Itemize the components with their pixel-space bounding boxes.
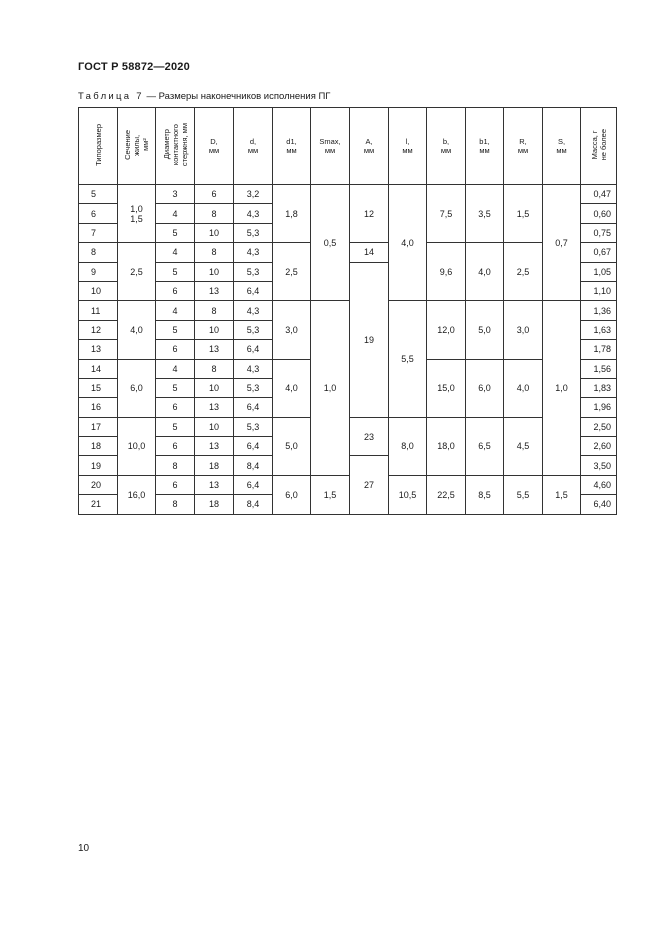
R-cell: 4,5 xyxy=(504,417,543,475)
A-cell: 19 xyxy=(350,262,389,417)
mass-cell: 1,83 xyxy=(581,378,617,397)
rod-cell: 5 xyxy=(156,320,195,339)
d-cell: 4,3 xyxy=(234,243,273,262)
R-cell: 4,0 xyxy=(504,359,543,417)
b-cell: 22,5 xyxy=(427,475,466,514)
mass-cell: 1,05 xyxy=(581,262,617,281)
A-cell: 12 xyxy=(350,185,389,243)
header-d: d, мм xyxy=(234,108,273,185)
D-cell: 13 xyxy=(195,475,234,494)
rod-cell: 8 xyxy=(156,456,195,475)
D-cell: 13 xyxy=(195,281,234,300)
rod-cell: 3 xyxy=(156,185,195,204)
header-section: Сечение жилы, мм² xyxy=(118,108,156,185)
header-l: l, мм xyxy=(389,108,427,185)
D-cell: 18 xyxy=(195,495,234,514)
d-cell: 6,4 xyxy=(234,475,273,494)
d-cell: 5,3 xyxy=(234,417,273,436)
table-caption xyxy=(78,91,330,102)
size-cell: 16 xyxy=(79,398,118,417)
rod-cell: 4 xyxy=(156,359,195,378)
R-cell: 5,5 xyxy=(504,475,543,514)
size-cell: 21 xyxy=(79,495,118,514)
table-row xyxy=(79,185,617,204)
header-size: Типоразмер xyxy=(79,108,118,185)
mass-cell: 1,56 xyxy=(581,359,617,378)
size-cell: 14 xyxy=(79,359,118,378)
header-A: A, мм xyxy=(350,108,389,185)
header-d1: d1, мм xyxy=(273,108,311,185)
rod-cell: 4 xyxy=(156,301,195,320)
b-cell: 12,0 xyxy=(427,301,466,359)
A-cell: 14 xyxy=(350,243,389,262)
page-number: 10 xyxy=(78,843,90,854)
section-cell: 2,5 xyxy=(118,243,156,301)
size-cell: 10 xyxy=(79,281,118,300)
mass-cell: 4,60 xyxy=(581,475,617,494)
rod-cell: 6 xyxy=(156,281,195,300)
table-header-row xyxy=(79,108,617,185)
d1-cell: 6,0 xyxy=(273,475,311,514)
d-cell: 5,3 xyxy=(234,378,273,397)
table-row xyxy=(79,301,617,320)
header-b: b, мм xyxy=(427,108,466,185)
section-cell: 4,0 xyxy=(118,301,156,359)
table-row xyxy=(79,475,617,494)
table-caption-text: — Размеры наконечников исполнения ПГ xyxy=(143,91,331,102)
D-cell: 8 xyxy=(195,204,234,223)
R-cell: 1,5 xyxy=(504,185,543,243)
header-rod-diameter: Диаметр контактного стержня, мм xyxy=(156,108,195,185)
A-cell: 27 xyxy=(350,456,389,514)
header-D: D, мм xyxy=(195,108,234,185)
rod-cell: 4 xyxy=(156,204,195,223)
d1-cell: 1,8 xyxy=(273,185,311,243)
mass-cell: 1,63 xyxy=(581,320,617,339)
D-cell: 10 xyxy=(195,320,234,339)
l-cell: 10,5 xyxy=(389,475,427,514)
l-cell: 8,0 xyxy=(389,417,427,475)
D-cell: 8 xyxy=(195,301,234,320)
S-cell: 1,0 xyxy=(543,301,581,476)
d-cell: 3,2 xyxy=(234,185,273,204)
b1-cell: 5,0 xyxy=(466,301,504,359)
D-cell: 13 xyxy=(195,398,234,417)
size-cell: 19 xyxy=(79,456,118,475)
smax-cell: 0,5 xyxy=(311,185,350,301)
b-cell: 9,6 xyxy=(427,243,466,301)
d-cell: 4,3 xyxy=(234,359,273,378)
size-cell: 17 xyxy=(79,417,118,436)
mass-cell: 6,40 xyxy=(581,495,617,514)
header-S: S, мм xyxy=(543,108,581,185)
d-cell: 4,3 xyxy=(234,301,273,320)
section-cell: 16,0 xyxy=(118,475,156,514)
D-cell: 13 xyxy=(195,340,234,359)
d-cell: 5,3 xyxy=(234,223,273,242)
b1-cell: 4,0 xyxy=(466,243,504,301)
rod-cell: 5 xyxy=(156,223,195,242)
S-cell: 1,5 xyxy=(543,475,581,514)
rod-cell: 8 xyxy=(156,495,195,514)
rod-cell: 5 xyxy=(156,417,195,436)
header-R: R, мм xyxy=(504,108,543,185)
d-cell: 6,4 xyxy=(234,281,273,300)
header-smax: Smax, мм xyxy=(311,108,350,185)
b1-cell: 6,5 xyxy=(466,417,504,475)
mass-cell: 0,60 xyxy=(581,204,617,223)
section-cell: 6,0 xyxy=(118,359,156,417)
b1-cell: 8,5 xyxy=(466,475,504,514)
D-cell: 10 xyxy=(195,378,234,397)
R-cell: 3,0 xyxy=(504,301,543,359)
header-mass: Масса, г не более xyxy=(581,108,617,185)
A-cell: 23 xyxy=(350,417,389,456)
mass-cell: 0,47 xyxy=(581,185,617,204)
R-cell: 2,5 xyxy=(504,243,543,301)
dimensions-table xyxy=(78,107,617,515)
size-cell: 8 xyxy=(79,243,118,262)
mass-cell: 1,10 xyxy=(581,281,617,300)
mass-cell: 1,36 xyxy=(581,301,617,320)
mass-cell: 0,75 xyxy=(581,223,617,242)
size-cell: 13 xyxy=(79,340,118,359)
table-caption-number: Таблица 7 xyxy=(78,91,144,102)
D-cell: 13 xyxy=(195,437,234,456)
document-standard-title: ГОСТ Р 58872—2020 xyxy=(78,61,190,73)
b1-cell: 3,5 xyxy=(466,185,504,243)
D-cell: 18 xyxy=(195,456,234,475)
mass-cell: 3,50 xyxy=(581,456,617,475)
D-cell: 10 xyxy=(195,223,234,242)
size-cell: 9 xyxy=(79,262,118,281)
d-cell: 6,4 xyxy=(234,398,273,417)
size-cell: 11 xyxy=(79,301,118,320)
header-b1: b1, мм xyxy=(466,108,504,185)
rod-cell: 6 xyxy=(156,475,195,494)
D-cell: 10 xyxy=(195,262,234,281)
smax-cell: 1,0 xyxy=(311,301,350,476)
d-cell: 4,3 xyxy=(234,204,273,223)
S-cell: 0,7 xyxy=(543,185,581,301)
smax-cell: 1,5 xyxy=(311,475,350,514)
rod-cell: 6 xyxy=(156,340,195,359)
rod-cell: 6 xyxy=(156,437,195,456)
b-cell: 7,5 xyxy=(427,185,466,243)
section-cell: 10,0 xyxy=(118,417,156,475)
rod-cell: 6 xyxy=(156,398,195,417)
d-cell: 5,3 xyxy=(234,320,273,339)
rod-cell: 5 xyxy=(156,262,195,281)
D-cell: 10 xyxy=(195,417,234,436)
b1-cell: 6,0 xyxy=(466,359,504,417)
b-cell: 15,0 xyxy=(427,359,466,417)
d-cell: 8,4 xyxy=(234,495,273,514)
l-cell: 4,0 xyxy=(389,185,427,301)
l-cell: 5,5 xyxy=(389,301,427,417)
D-cell: 8 xyxy=(195,243,234,262)
d1-cell: 2,5 xyxy=(273,243,311,301)
size-cell: 20 xyxy=(79,475,118,494)
mass-cell: 2,60 xyxy=(581,437,617,456)
D-cell: 6 xyxy=(195,185,234,204)
size-cell: 18 xyxy=(79,437,118,456)
d-cell: 5,3 xyxy=(234,262,273,281)
size-cell: 12 xyxy=(79,320,118,339)
section-cell: 1,0 1,5 xyxy=(118,185,156,243)
mass-cell: 0,67 xyxy=(581,243,617,262)
b-cell: 18,0 xyxy=(427,417,466,475)
mass-cell: 1,78 xyxy=(581,340,617,359)
d1-cell: 5,0 xyxy=(273,417,311,475)
size-cell: 7 xyxy=(79,223,118,242)
size-cell: 5 xyxy=(79,185,118,204)
d1-cell: 3,0 xyxy=(273,301,311,359)
rod-cell: 5 xyxy=(156,378,195,397)
rod-cell: 4 xyxy=(156,243,195,262)
d-cell: 6,4 xyxy=(234,340,273,359)
mass-cell: 1,96 xyxy=(581,398,617,417)
mass-cell: 2,50 xyxy=(581,417,617,436)
size-cell: 6 xyxy=(79,204,118,223)
d-cell: 8,4 xyxy=(234,456,273,475)
d-cell: 6,4 xyxy=(234,437,273,456)
D-cell: 8 xyxy=(195,359,234,378)
d1-cell: 4,0 xyxy=(273,359,311,417)
size-cell: 15 xyxy=(79,378,118,397)
